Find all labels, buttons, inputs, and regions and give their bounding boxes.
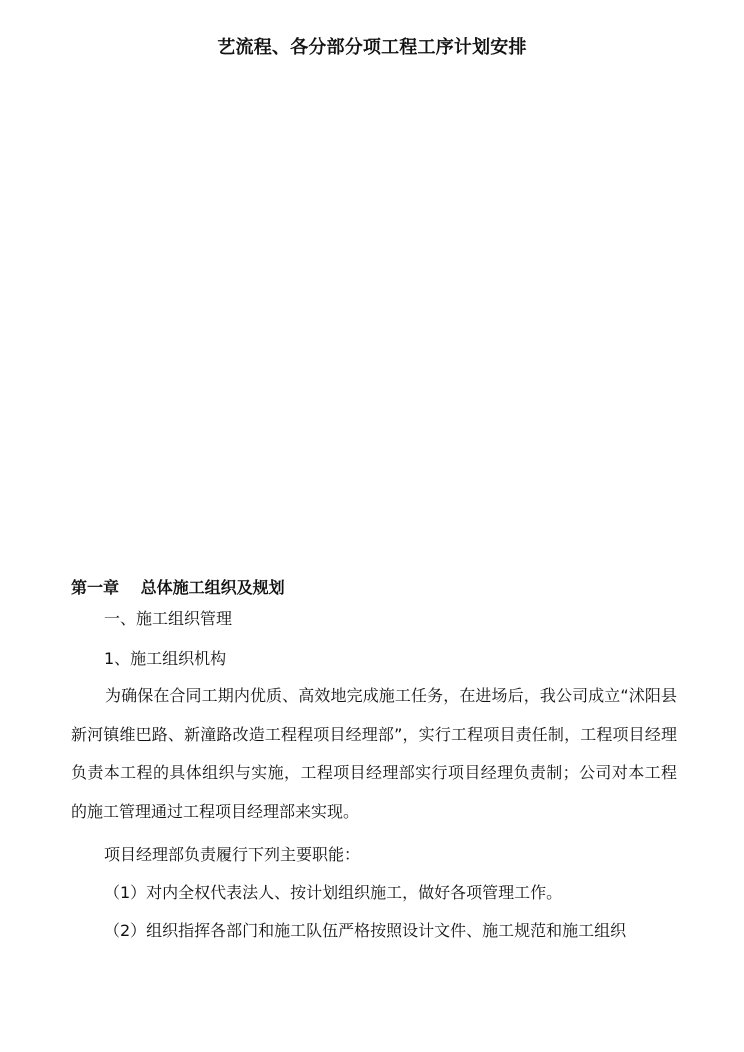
chapter-heading: 第一章 总体施工组织及规划 [71, 578, 285, 597]
document-title: 艺流程、各分部分项工程工序计划安排 [217, 37, 527, 58]
body-paragraph-intro: 项目经理部负责履行下列主要职能： [104, 845, 361, 864]
list-item: （1）对内全权代表法人、按计划组织施工，做好各项管理工作。 [104, 883, 563, 902]
subsection-heading: 1、施工组织机构 [104, 649, 227, 668]
list-item: （2）组织指挥各部门和施工队伍严格按照设计文件、施工规范和施工组织 [104, 921, 627, 940]
section-heading: 一、施工组织管理 [104, 609, 233, 628]
body-paragraph: 为确保在合同工期内优质、高效地完成施工任务，在进场后，我公司成立“沭阳县新河镇维巴路、新潼路改造工程程项目经理部”，实行工程项目责任制，工程项目经理负责本工程的具体组织与实施，工程项目经理部实行项目经理负责制；公司对本工程的施工管理通过工程项目经理部来实现。 [71, 686, 677, 822]
